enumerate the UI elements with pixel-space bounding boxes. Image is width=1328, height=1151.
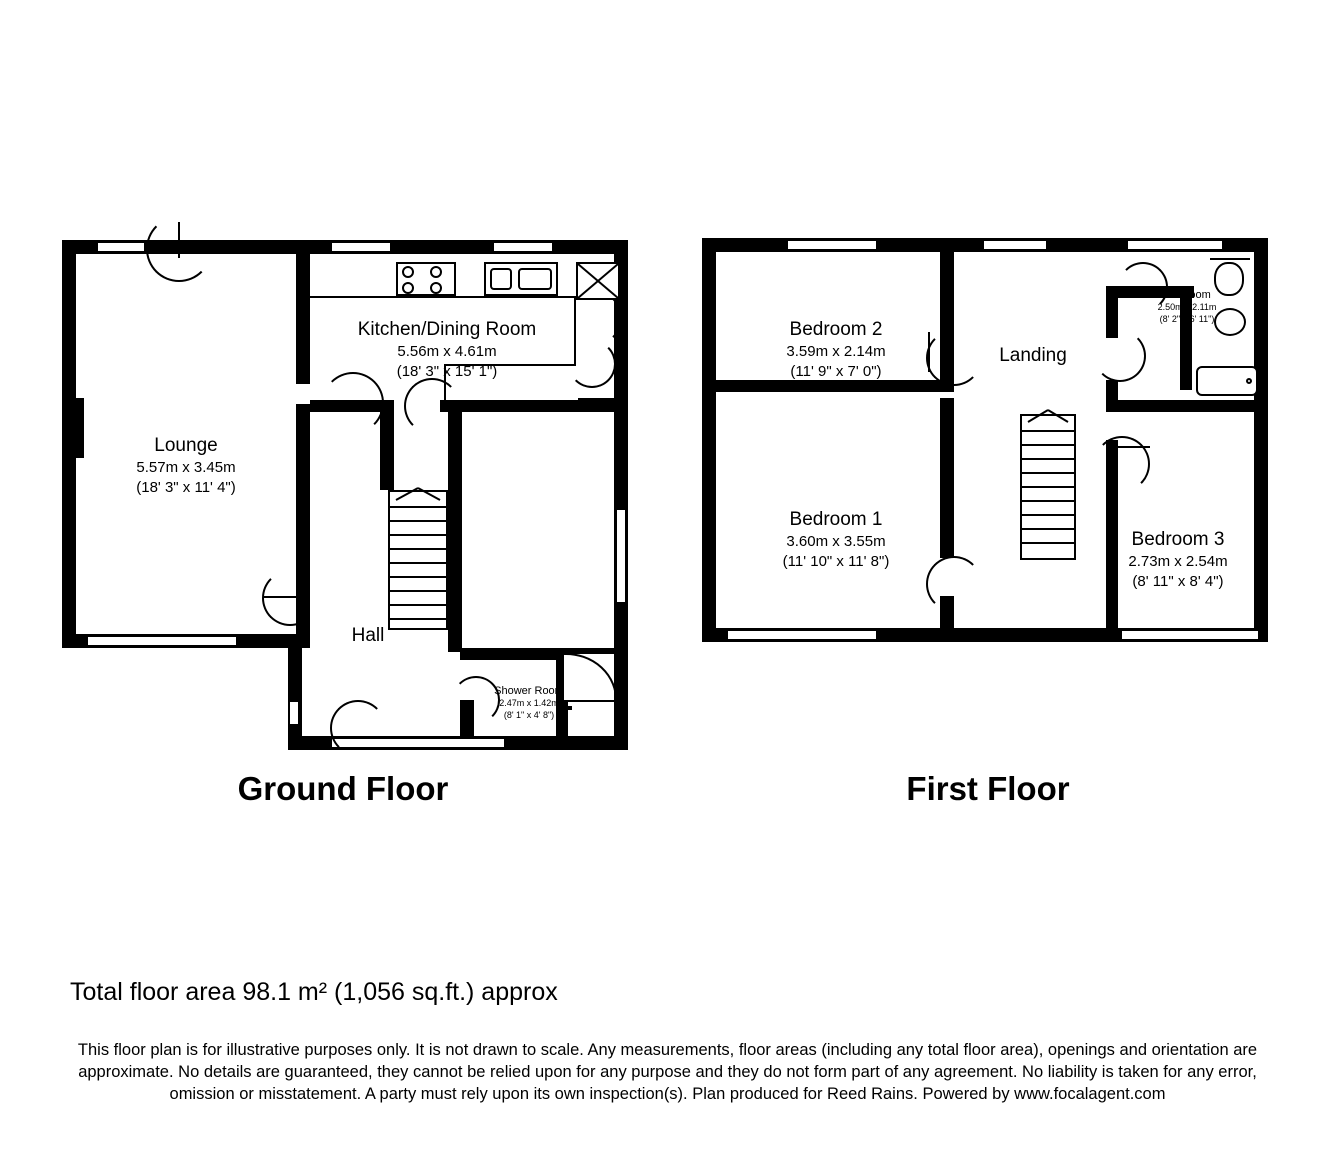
room-name: Kitchen/Dining Room <box>357 319 537 340</box>
hob-ring-icon <box>430 282 442 294</box>
room-imperial: (11' 10" x 11' 8") <box>782 552 890 570</box>
room-label-shower-room <box>466 684 592 721</box>
first-floor-plan <box>690 0 1310 830</box>
door-arc <box>262 570 318 626</box>
room-name: Hall <box>351 625 385 646</box>
window <box>982 239 1048 251</box>
window <box>615 508 627 604</box>
window <box>288 700 300 726</box>
room-metric: 2.50m x 2.11m <box>1157 302 1217 313</box>
room-label-bedroom-1 <box>734 508 938 571</box>
window <box>330 241 392 253</box>
wall <box>940 398 954 558</box>
ground-floor-plan <box>0 0 680 830</box>
window <box>492 241 554 253</box>
floor-title-first: First Floor <box>906 770 1070 807</box>
wall <box>1106 400 1268 412</box>
hob-ring-icon <box>402 266 414 278</box>
bath-plug-icon <box>1246 378 1252 384</box>
room-label-hall <box>318 624 418 648</box>
door-arc <box>1094 330 1146 382</box>
window <box>1120 629 1260 641</box>
wall <box>440 400 596 412</box>
wall <box>288 648 302 748</box>
door-leaf <box>322 400 362 402</box>
room-label-bathroom <box>1116 288 1258 325</box>
room-metric: 2.73m x 2.54m <box>1128 553 1228 571</box>
wall <box>578 398 622 412</box>
room-imperial: (18' 3" x 15' 1") <box>396 362 498 380</box>
room-metric: 2.47m x 1.42m <box>499 698 559 709</box>
room-name: Bedroom 1 <box>789 509 883 530</box>
room-imperial: (8' 11" x 8' 4") <box>1132 572 1224 590</box>
window <box>786 239 878 251</box>
room-label-bedroom-3 <box>1088 528 1268 591</box>
basin-fixture <box>466 652 470 656</box>
hob-ring-icon <box>430 266 442 278</box>
door-arc <box>404 378 460 434</box>
staircase <box>1020 414 1076 560</box>
room-metric: 3.60m x 3.55m <box>786 533 886 551</box>
room-metric: 5.57m x 3.45m <box>136 459 236 477</box>
room-label-lounge <box>86 434 286 497</box>
room-label-bedroom-2 <box>734 318 938 381</box>
door-leaf <box>264 596 304 598</box>
window <box>726 629 878 641</box>
room-metric: 3.59m x 2.14m <box>786 343 886 361</box>
room-imperial: (8' 2" x 6' 11") <box>1159 313 1215 324</box>
wall <box>240 240 628 254</box>
room-label-kitchen-dining <box>340 318 554 381</box>
door-arc <box>1094 436 1150 492</box>
wall <box>62 398 84 458</box>
room-name: Bedroom 2 <box>789 319 883 340</box>
room-metric: 5.56m x 4.61m <box>397 343 497 361</box>
wall <box>238 634 310 648</box>
cistern-line <box>1210 258 1250 260</box>
room-name: Lounge <box>154 435 218 456</box>
floor-title-ground: Ground Floor <box>237 770 449 807</box>
wall <box>716 380 954 392</box>
room-imperial: (18' 3" x 11' 4") <box>136 478 236 496</box>
sink-drainer <box>518 268 552 290</box>
room-name: Bedroom 3 <box>1131 529 1225 550</box>
wall <box>702 238 716 642</box>
disclaimer-text: This floor plan is for illustrative purposes only. It is not drawn to scale. Any measurements, floor areas (including any total floor area), openings and orientation are approximate. No details are guaranteed, they cannot be relied upon for any purpose and they do not form part of any agreement. No liability is taken for any error, omission or misstatement. A party must rely upon its own inspection(s). Plan produced for Reed Rains. Powered by www.focalagent.com <box>77 1041 1258 1103</box>
wall <box>296 254 310 384</box>
window <box>86 635 238 647</box>
window <box>1126 239 1224 251</box>
room-name: Shower Room <box>494 685 564 697</box>
hob-ring-icon <box>402 282 414 294</box>
door-leaf <box>1110 446 1150 448</box>
stair-direction-arrow-icon <box>1024 406 1074 428</box>
door-arc <box>322 372 384 434</box>
room-imperial: (8' 1" x 4' 8") <box>503 709 555 720</box>
room-imperial: (11' 9" x 7' 0") <box>790 362 882 380</box>
window <box>96 241 146 253</box>
room-label-landing <box>968 344 1098 368</box>
door-arc <box>330 700 386 756</box>
total-floor-area: Total floor area 98.1 m² (1,056 sq.ft.) approx <box>70 978 558 1006</box>
staircase <box>388 490 448 630</box>
room-name: Landing <box>999 345 1067 366</box>
wall <box>448 412 462 652</box>
appliance-cross-icon <box>576 262 620 300</box>
worktop-line <box>574 296 576 366</box>
sink-bowl <box>490 268 512 290</box>
room-name: Bathroom <box>1163 289 1211 301</box>
door-leaf <box>178 222 180 258</box>
stair-direction-arrow-icon <box>392 484 446 506</box>
